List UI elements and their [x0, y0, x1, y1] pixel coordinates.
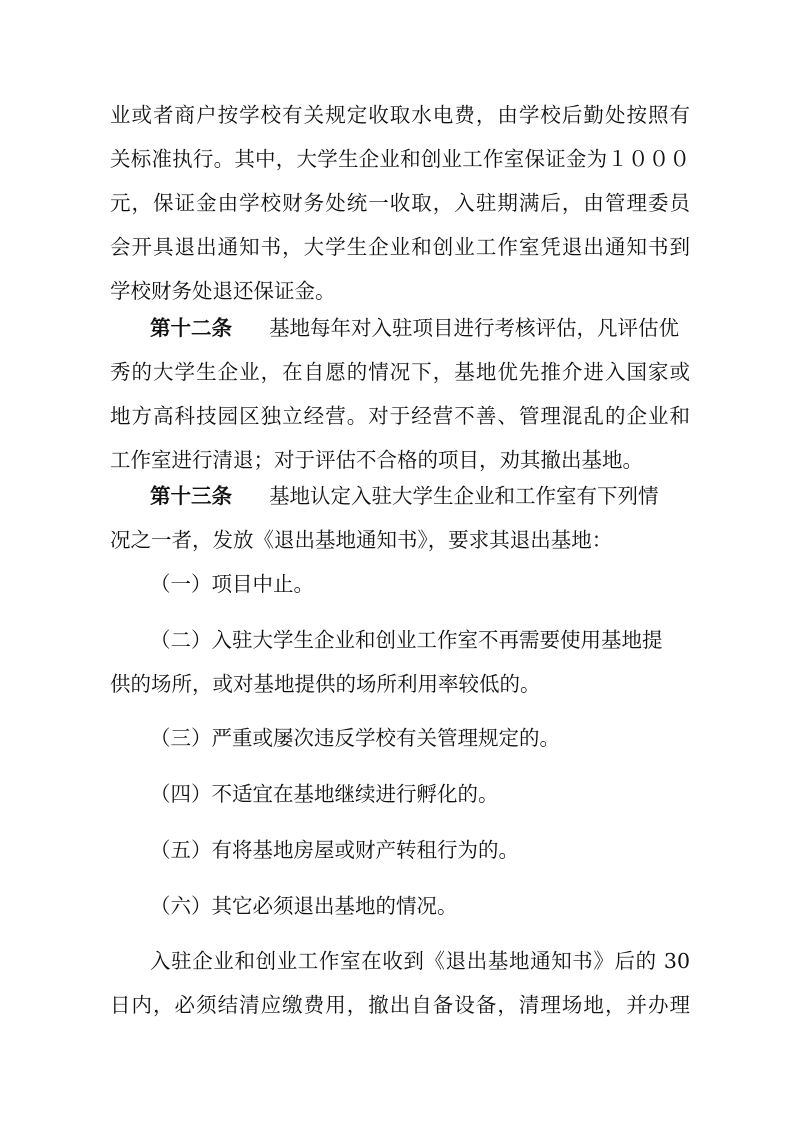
text-line: 入驻企业和创业工作室在收到《退出基地通知书》后的 30: [150, 949, 690, 973]
article-13: [110, 474, 690, 562]
text-line: （一）项目中止。: [150, 572, 314, 596]
item-1: [110, 562, 690, 606]
text-line: （二）入驻大学生企业和创业工作室不再需要使用基地提: [150, 628, 663, 652]
article-12: [110, 306, 690, 482]
text-line: 况之一者，发放《退出基地通知书》，要求其退出基地：: [110, 528, 613, 552]
article-12-first-line: [110, 306, 690, 350]
text-line: 业或者商户按学校有关规定收取水电费，由学校后勤处按照有: [110, 103, 690, 127]
text-line: （五）有将基地房屋或财产转租行为的。: [150, 838, 519, 862]
text-line: 基地每年对入驻项目进行考核评估，凡评估优: [269, 316, 680, 340]
text-line: 供的场所，或对基地提供的场所利用率较低的。: [110, 672, 541, 696]
item-2: [110, 618, 690, 706]
text-line: 关标准执行。其中，大学生企业和创业工作室保证金为１０００: [110, 147, 690, 171]
article-13-title: 第十三条: [150, 484, 232, 508]
text-line: （三）严重或屡次违反学校有关管理规定的。: [150, 726, 560, 750]
article-12-title: 第十二条: [150, 316, 232, 340]
text-line: （四）不适宜在基地继续进行孵化的。: [150, 782, 499, 806]
text-line: 学校财务处退还保证金。: [110, 279, 336, 303]
item-5: [110, 828, 690, 872]
item-3: [110, 716, 690, 760]
paragraph-fees: [110, 93, 690, 313]
text-line: 地方高科技园区独立经营。对于经营不善、管理混乱的企业和: [110, 404, 690, 428]
text-line: 基地认定入驻大学生企业和工作室有下列情: [269, 484, 659, 508]
text-line: 秀的大学生企业，在自愿的情况下，基地优先推介进入国家或: [110, 360, 690, 384]
item-4: [110, 772, 690, 816]
text-line: 工作室进行清退；对于评估不合格的项目，劝其撤出基地。: [110, 448, 643, 472]
text-line: 会开具退出通知书，大学生企业和创业工作室凭退出通知书到: [110, 235, 690, 259]
item-6: [110, 884, 690, 928]
article-13-first-line: [110, 474, 690, 518]
paragraph-exit-procedure: [110, 939, 690, 1027]
text-line: （六）其它必须退出基地的情况。: [150, 894, 458, 918]
text-line: 日内，必须结清应缴费用，撤出自备设备，清理场地，并办理: [110, 993, 690, 1017]
text-line: 元，保证金由学校财务处统一收取，入驻期满后，由管理委员: [110, 191, 690, 215]
